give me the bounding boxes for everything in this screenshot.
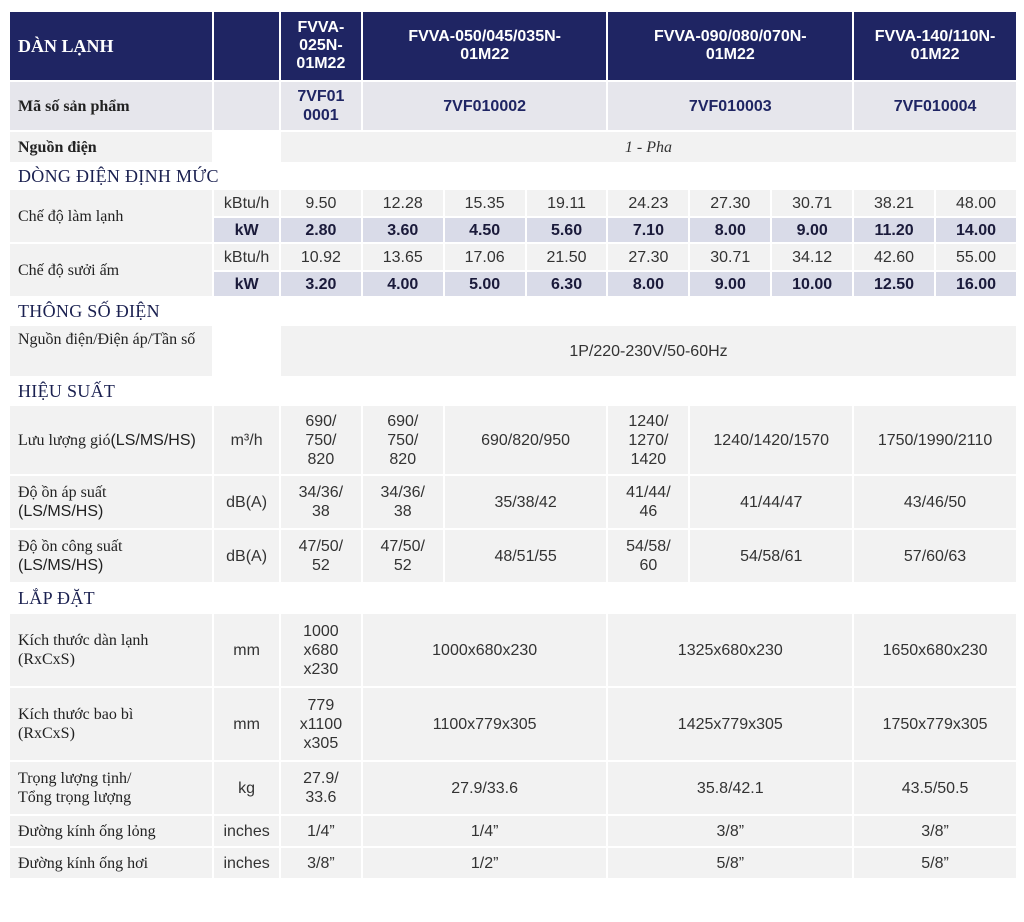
gas-pipe-value-1: 3/8” bbox=[281, 848, 361, 878]
model-4-line-2: 01M22 bbox=[910, 46, 960, 63]
sound-power-value-6: 57/60/63 bbox=[854, 530, 1016, 582]
gas-pipe-value-3: 5/8” bbox=[608, 848, 852, 878]
package-dim-value-1-b: x1100 bbox=[299, 715, 343, 733]
heating-kw-6: 9.00 bbox=[690, 272, 770, 296]
cooling-kw-3: 4.50 bbox=[445, 218, 525, 242]
heating-kw-2: 4.00 bbox=[363, 272, 443, 296]
model-4-line-1: FVVA-140/110N- bbox=[874, 28, 996, 45]
heating-kw-7: 10.00 bbox=[772, 272, 852, 296]
section-title-performance: HIỆU SUẤT bbox=[10, 378, 1016, 404]
weight-value-1-a: 27.9/ bbox=[303, 770, 339, 787]
cooling-kw-8: 11.20 bbox=[854, 218, 934, 242]
weight-unit: kg bbox=[214, 762, 279, 814]
sound-power-label-b: (LS/MS/HS) bbox=[18, 557, 104, 574]
package-dim-value-1-c: x305 bbox=[303, 734, 339, 752]
sound-power-value-3: 48/51/55 bbox=[445, 530, 607, 582]
airflow-value-4-c: 1420 bbox=[630, 450, 667, 468]
package-dim-value-1 bbox=[281, 688, 361, 760]
cooling-kw-1: 2.80 bbox=[281, 218, 361, 242]
package-dim-row bbox=[10, 688, 1016, 760]
model-1-line-3: 01M22 bbox=[296, 55, 346, 72]
package-dim-unit: mm bbox=[214, 688, 279, 760]
section-row-rated bbox=[10, 164, 1016, 188]
cooling-kw-7: 9.00 bbox=[772, 218, 852, 242]
heating-kbtu-3: 17.06 bbox=[445, 244, 525, 270]
package-dim-value-1-a: 779 bbox=[307, 696, 335, 714]
heating-kbtu-7: 34.12 bbox=[772, 244, 852, 270]
cooling-kbtu-7: 30.71 bbox=[772, 190, 852, 216]
indoor-dim-label-a: Kích thước dàn lạnh bbox=[18, 632, 149, 649]
heating-row-kbtu bbox=[10, 244, 1016, 270]
cooling-row-kbtu bbox=[10, 190, 1016, 216]
sound-power-row bbox=[10, 530, 1016, 582]
sound-power-value-4 bbox=[608, 530, 688, 582]
model-3-line-2: 01M22 bbox=[705, 46, 755, 63]
sound-power-value-5: 54/58/61 bbox=[690, 530, 852, 582]
indoor-dim-value-1-c: x230 bbox=[303, 660, 339, 678]
heating-unit-kbtu: kBtu/h bbox=[214, 244, 279, 270]
liquid-pipe-row bbox=[10, 816, 1016, 846]
cooling-kbtu-5: 24.23 bbox=[608, 190, 688, 216]
sound-pressure-value-2-a: 34/36/ bbox=[380, 484, 425, 501]
gas-pipe-label: Đường kính ống hơi bbox=[10, 848, 212, 878]
sound-pressure-unit: dB(A) bbox=[214, 476, 279, 528]
heating-kw-4: 6.30 bbox=[527, 272, 607, 296]
sound-pressure-value-6: 43/46/50 bbox=[854, 476, 1016, 528]
electrical-row bbox=[10, 326, 1016, 376]
sound-pressure-value-1-a: 34/36/ bbox=[298, 484, 344, 501]
sound-pressure-row bbox=[10, 476, 1016, 528]
airflow-row bbox=[10, 406, 1016, 474]
indoor-dim-unit: mm bbox=[214, 614, 279, 686]
electrical-label: Nguồn điện/Điện áp/Tần số bbox=[10, 326, 212, 376]
airflow-value-1 bbox=[281, 406, 361, 474]
power-source-row bbox=[10, 132, 1016, 162]
liquid-pipe-unit: inches bbox=[214, 816, 279, 846]
package-dim-value-3: 1425x779x305 bbox=[608, 688, 852, 760]
sound-power-value-4-a: 54/58/ bbox=[626, 538, 671, 555]
section-row-electrical bbox=[10, 298, 1016, 324]
electrical-unit bbox=[214, 326, 279, 376]
heating-kbtu-9: 55.00 bbox=[936, 244, 1016, 270]
weight-label-a: Trọng lượng tịnh/ bbox=[18, 770, 132, 787]
model-header-3 bbox=[608, 12, 852, 80]
weight-label bbox=[10, 762, 212, 814]
indoor-dim-value-1 bbox=[281, 614, 361, 686]
model-header-4 bbox=[854, 12, 1016, 80]
sound-pressure-value-5: 41/44/47 bbox=[690, 476, 852, 528]
product-code-3: 7VF010003 bbox=[608, 82, 852, 130]
cooling-kw-5: 7.10 bbox=[608, 218, 688, 242]
heating-kbtu-8: 42.60 bbox=[854, 244, 934, 270]
weight-value-1 bbox=[281, 762, 361, 814]
electrical-value: 1P/220-230V/50-60Hz bbox=[281, 326, 1016, 376]
sound-pressure-value-1 bbox=[281, 476, 361, 528]
cooling-kbtu-1: 9.50 bbox=[281, 190, 361, 216]
cooling-kbtu-9: 48.00 bbox=[936, 190, 1016, 216]
weight-value-2: 27.9/33.6 bbox=[363, 762, 607, 814]
sound-power-value-1 bbox=[281, 530, 361, 582]
heating-kbtu-4: 21.50 bbox=[527, 244, 607, 270]
sound-power-value-1-b: 52 bbox=[311, 557, 330, 574]
heating-kw-5: 8.00 bbox=[608, 272, 688, 296]
indoor-dim-value-1-b: x680 bbox=[303, 641, 339, 659]
cooling-kbtu-8: 38.21 bbox=[854, 190, 934, 216]
airflow-value-4-a: 1240/ bbox=[628, 412, 669, 430]
product-code-unit bbox=[214, 82, 279, 130]
cooling-kbtu-4: 19.11 bbox=[527, 190, 607, 216]
airflow-value-2-a: 690/ bbox=[387, 412, 419, 430]
model-2-line-1: FVVA-050/045/035N- bbox=[408, 28, 561, 45]
sound-pressure-value-1-b: 38 bbox=[311, 503, 330, 520]
cooling-kw-9: 14.00 bbox=[936, 218, 1016, 242]
sound-power-unit: dB(A) bbox=[214, 530, 279, 582]
weight-value-1-b: 33.6 bbox=[305, 789, 337, 806]
cooling-kw-6: 8.00 bbox=[690, 218, 770, 242]
cooling-kbtu-2: 12.28 bbox=[363, 190, 443, 216]
heating-kbtu-1: 10.92 bbox=[281, 244, 361, 270]
header-row bbox=[10, 12, 1016, 80]
sound-power-label bbox=[10, 530, 212, 582]
product-code-2: 7VF010002 bbox=[363, 82, 607, 130]
airflow-value-4 bbox=[608, 406, 688, 474]
indoor-dim-row bbox=[10, 614, 1016, 686]
weight-row bbox=[10, 762, 1016, 814]
weight-value-3: 35.8/42.1 bbox=[608, 762, 852, 814]
gas-pipe-row bbox=[10, 848, 1016, 878]
product-code-1 bbox=[281, 82, 361, 130]
sound-power-label-a: Độ ồn công suất bbox=[18, 538, 123, 555]
heating-kw-8: 12.50 bbox=[854, 272, 934, 296]
package-dim-value-2: 1100x779x305 bbox=[363, 688, 607, 760]
model-3-line-1: FVVA-090/080/070N- bbox=[653, 28, 807, 45]
heating-kbtu-6: 30.71 bbox=[690, 244, 770, 270]
gas-pipe-value-4: 5/8” bbox=[854, 848, 1016, 878]
section-title-electrical: THÔNG SỐ ĐIỆN bbox=[10, 298, 1016, 324]
sound-pressure-label-a: Độ ồn áp suất bbox=[18, 484, 107, 501]
liquid-pipe-value-2: 1/4” bbox=[363, 816, 607, 846]
cooling-kbtu-3: 15.35 bbox=[445, 190, 525, 216]
section-title-rated: DÒNG ĐIỆN ĐỊNH MỨC bbox=[10, 164, 1016, 188]
sound-power-value-4-b: 60 bbox=[639, 557, 658, 574]
table-title: DÀN LẠNH bbox=[10, 12, 212, 80]
sound-pressure-label bbox=[10, 476, 212, 528]
header-unit-cell bbox=[214, 12, 279, 80]
heating-kw-1: 3.20 bbox=[281, 272, 361, 296]
model-2-line-2: 01M22 bbox=[460, 46, 510, 63]
heating-kw-9: 16.00 bbox=[936, 272, 1016, 296]
model-header-1 bbox=[281, 12, 361, 80]
cooling-kw-2: 3.60 bbox=[363, 218, 443, 242]
product-code-1-line-1: 7VF01 bbox=[297, 88, 345, 105]
liquid-pipe-label: Đường kính ống lỏng bbox=[10, 816, 212, 846]
airflow-value-4-b: 1270/ bbox=[628, 431, 669, 449]
heating-kbtu-5: 27.30 bbox=[608, 244, 688, 270]
sound-pressure-value-4-b: 46 bbox=[639, 503, 658, 520]
airflow-value-1-b: 750/ bbox=[305, 431, 337, 449]
model-header-2 bbox=[363, 12, 607, 80]
sound-power-value-1-a: 47/50/ bbox=[298, 538, 344, 555]
cooling-unit-kw: kW bbox=[214, 218, 279, 242]
section-row-performance bbox=[10, 378, 1016, 404]
heating-kbtu-2: 13.65 bbox=[363, 244, 443, 270]
heating-label: Chế độ sưởi ấm bbox=[10, 244, 212, 296]
gas-pipe-unit: inches bbox=[214, 848, 279, 878]
indoor-dim-label-b: (RxCxS) bbox=[18, 651, 75, 668]
sound-pressure-value-3: 35/38/42 bbox=[445, 476, 607, 528]
cooling-kbtu-6: 27.30 bbox=[690, 190, 770, 216]
airflow-value-6: 1750/1990/2110 bbox=[854, 406, 1016, 474]
airflow-value-1-c: 820 bbox=[307, 450, 335, 468]
liquid-pipe-value-1: 1/4” bbox=[281, 816, 361, 846]
sound-power-value-2-a: 47/50/ bbox=[380, 538, 425, 555]
airflow-value-3: 690/820/950 bbox=[445, 406, 607, 474]
sound-pressure-label-b: (LS/MS/HS) bbox=[18, 503, 104, 520]
airflow-value-2-b: 750/ bbox=[387, 431, 419, 449]
sound-pressure-value-2-b: 38 bbox=[393, 503, 412, 520]
airflow-label-a: Lưu lượng gió bbox=[18, 431, 111, 449]
indoor-dim-value-4: 1650x680x230 bbox=[854, 614, 1016, 686]
power-source-unit bbox=[214, 132, 279, 162]
sound-power-value-2-b: 52 bbox=[393, 557, 412, 574]
heating-kw-3: 5.00 bbox=[445, 272, 525, 296]
heating-unit-kw: kW bbox=[214, 272, 279, 296]
product-code-1-line-2: 0001 bbox=[303, 107, 339, 124]
weight-label-b: Tổng trọng lượng bbox=[18, 789, 132, 806]
product-code-label: Mã số sản phẩm bbox=[10, 82, 212, 130]
package-dim-value-4: 1750x779x305 bbox=[854, 688, 1016, 760]
power-source-value: 1 - Pha bbox=[281, 132, 1016, 162]
airflow-value-1-a: 690/ bbox=[305, 412, 337, 430]
sound-pressure-value-4 bbox=[608, 476, 688, 528]
cooling-kw-4: 5.60 bbox=[527, 218, 607, 242]
power-source-label: Nguồn điện bbox=[10, 132, 212, 162]
product-code-4: 7VF010004 bbox=[854, 82, 1016, 130]
cooling-label: Chế độ làm lạnh bbox=[10, 190, 212, 242]
liquid-pipe-value-4: 3/8” bbox=[854, 816, 1016, 846]
airflow-label-b: (LS/MS/HS) bbox=[110, 431, 196, 449]
section-title-installation: LẮP ĐẶT bbox=[10, 584, 1016, 612]
indoor-dim-value-1-a: 1000 bbox=[303, 622, 339, 640]
sound-pressure-value-2 bbox=[363, 476, 443, 528]
spec-table bbox=[8, 10, 1018, 880]
cooling-unit-kbtu: kBtu/h bbox=[214, 190, 279, 216]
section-row-installation bbox=[10, 584, 1016, 612]
airflow-label bbox=[10, 406, 212, 474]
model-1-line-1: FVVA- bbox=[297, 19, 345, 36]
model-1-line-2: 025N- bbox=[299, 37, 343, 54]
airflow-value-2-c: 820 bbox=[389, 450, 417, 468]
sound-power-value-2 bbox=[363, 530, 443, 582]
product-code-row bbox=[10, 82, 1016, 130]
package-dim-label bbox=[10, 688, 212, 760]
indoor-dim-value-2: 1000x680x230 bbox=[363, 614, 607, 686]
package-dim-label-b: (RxCxS) bbox=[18, 725, 75, 742]
package-dim-label-a: Kích thước bao bì bbox=[18, 706, 134, 723]
airflow-unit: m³/h bbox=[214, 406, 279, 474]
liquid-pipe-value-3: 3/8” bbox=[608, 816, 852, 846]
sound-pressure-value-4-a: 41/44/ bbox=[626, 484, 671, 501]
airflow-value-5: 1240/1420/1570 bbox=[690, 406, 852, 474]
airflow-value-2 bbox=[363, 406, 443, 474]
weight-value-4: 43.5/50.5 bbox=[854, 762, 1016, 814]
gas-pipe-value-2: 1/2” bbox=[363, 848, 607, 878]
indoor-dim-label bbox=[10, 614, 212, 686]
indoor-dim-value-3: 1325x680x230 bbox=[608, 614, 852, 686]
